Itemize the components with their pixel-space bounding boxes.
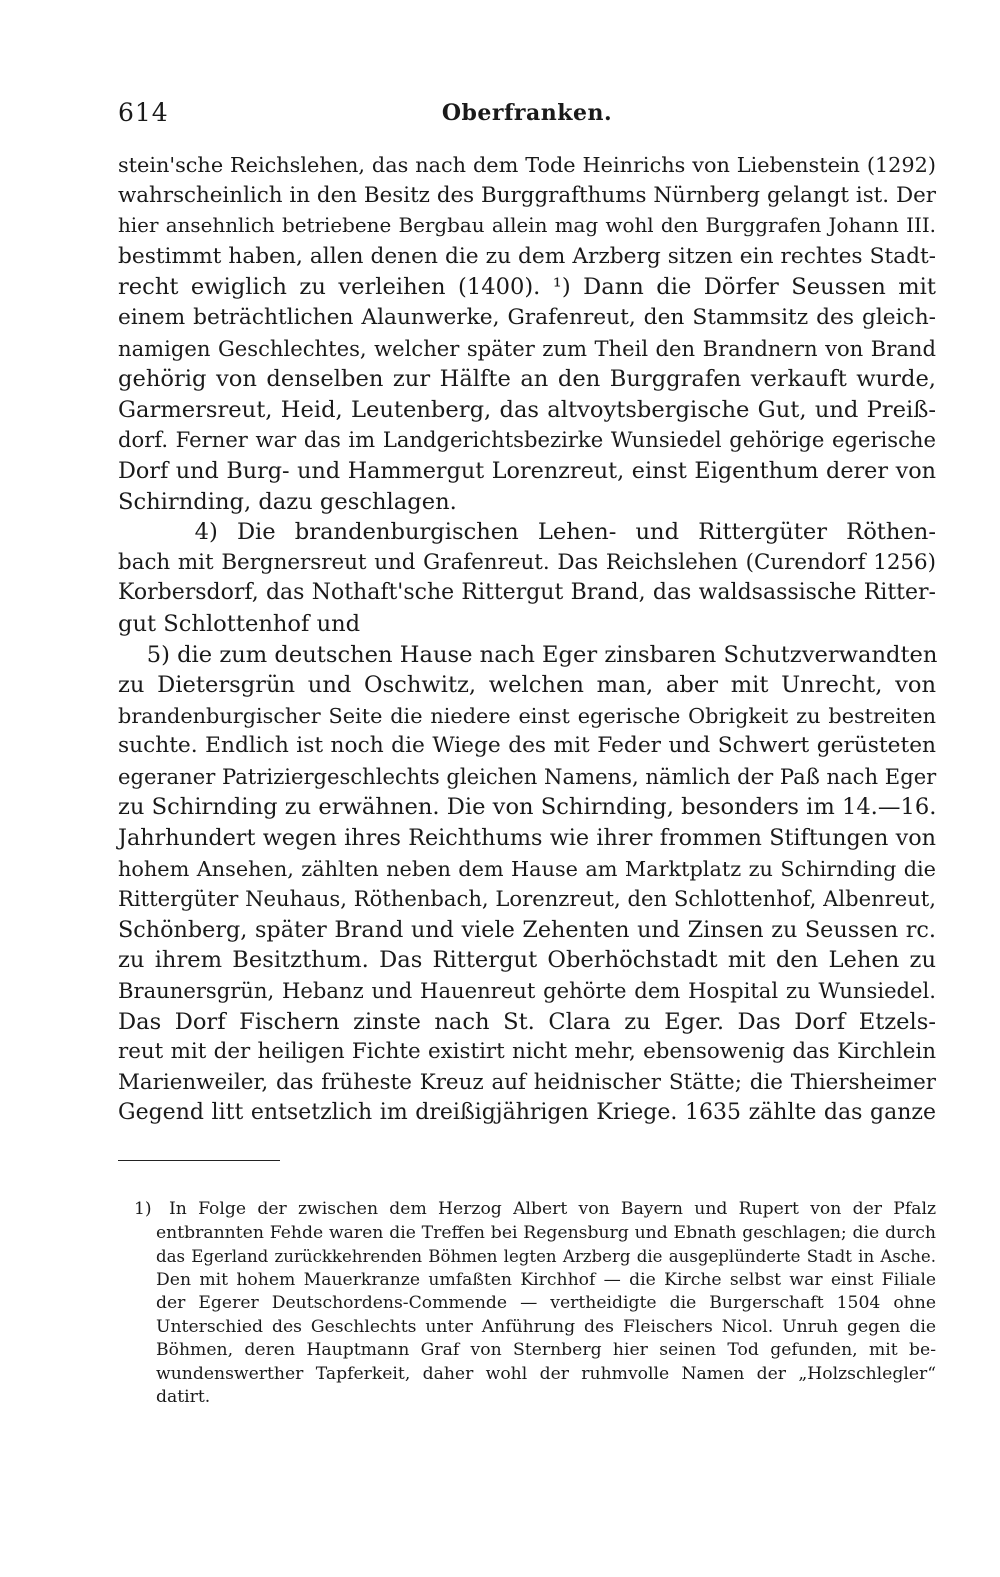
footnote-line: Unterschied des Geschlechts unter Anführung des Fleischers Nicol. Unruh gegen die <box>156 1316 936 1337</box>
footnote-line: der Egerer Deutschordens-Commende — vertheidigte die Burgerschaft 1504 ohne <box>156 1293 936 1313</box>
text-line: Schönberg, später Brand und viele Zehenten und Zinsen zu Seussen rc. <box>118 916 936 943</box>
text-line: gehörig von denselben zur Hälfte an den Burggrafen verkauft wurde, <box>118 366 936 393</box>
text-line: wahrscheinlich in den Besitz des Burggrafthums Nürnberg gelangt ist. Der <box>118 182 936 208</box>
footnote <box>134 1198 936 1410</box>
text-line: bach mit Bergnersreut und Grafenreut. Das Reichslehen (Curendorf 1256) <box>118 549 936 575</box>
footnote-rule <box>118 1160 280 1161</box>
footnote-line: das Egerland zurückkehrenden Böhmen legten Arzberg die ausgeplünderte Stadt in Asche. <box>156 1247 936 1266</box>
footnote-line: Den mit hohem Mauerkranze umfaßten Kirchhof — die Kirche selbst war einst Filiale <box>156 1269 936 1290</box>
footnote-line: datirt. <box>156 1387 211 1407</box>
footnote-line: Böhmen, deren Hauptmann Graf von Sternberg hier seinen Tod gefunden, mit be- <box>156 1340 936 1360</box>
text-line: zu Dietersgrün und Oschwitz, welchen man, aber mit Unrecht, von <box>118 672 936 699</box>
text-line: suchte. Endlich ist noch die Wiege des mit Feder und Schwert gerüsteten <box>118 733 936 759</box>
text-line: 5) die zum deutschen Hause nach Eger zinsbaren Schutzverwandten <box>118 641 938 668</box>
text-line: bestimmt haben, allen denen die zu dem Arzberg sitzen ein rechtes Stadt- <box>118 243 936 269</box>
text-line: Schirnding, dazu geschlagen. <box>118 488 457 515</box>
text-line: Korbersdorf, das Nothaft'sche Rittergut Brand, das waldsassische Ritter- <box>118 580 936 606</box>
text-line: Rittergüter Neuhaus, Röthenbach, Lorenzreut, den Schlottenhof, Albenreut, <box>118 886 936 912</box>
footnote-line <box>134 1198 936 1222</box>
text-line: Gegend litt entsetzlich im dreißigjährigen Kriege. 1635 zählte das ganze <box>118 1100 936 1126</box>
body-text <box>118 150 936 1129</box>
text-line: brandenburgischer Seite die niedere einst egerische Obrigkeit zu bestreiten <box>118 703 936 728</box>
text-line: stein'sche Reichslehen, das nach dem Tode Heinrichs von Liebenstein (1292) <box>118 153 936 177</box>
text-line: Garmersreut, Heid, Leutenberg, das altvoytsbergische Gut, und Preiß- <box>118 396 936 423</box>
text-line: Marienweiler, das früheste Kreuz auf heidnischer Stätte; die Thiersheimer <box>118 1069 936 1095</box>
footnote-text: In Folge der zwischen dem Herzog Albert von Bayern und Rupert von der Pfalz <box>168 1199 937 1219</box>
page-number: 614 <box>118 98 169 127</box>
footnote-marker: 1) <box>134 1199 152 1219</box>
text-line: namigen Geschlechtes, welcher später zum Theil den Brandnern von Brand <box>118 335 936 361</box>
text-line: reut mit der heiligen Fichte existirt nicht mehr, ebensowenig das Kirchlein <box>118 1039 936 1065</box>
footnote-line: entbrannten Fehde waren die Treffen bei Regensburg und Ebnath geschlagen; die durch <box>156 1222 936 1243</box>
text-line: Das Dorf Fischern zinste nach St. Clara zu Eger. Das Dorf Etzels- <box>118 1008 936 1035</box>
text-line: hohem Ansehen, zählten neben dem Hause am Marktplatz zu Schirnding die <box>118 856 936 881</box>
footnote-line: wundenswerther Tapferkeit, daher wohl der ruhmvolle Namen der „Holzschlegler“ <box>156 1363 936 1384</box>
text-line: zu Schirnding zu erwähnen. Die von Schirnding, besonders im 14.—16. <box>118 794 937 821</box>
text-line: egeraner Patriziergeschlechts gleichen Namens, nämlich der Paß nach Eger <box>118 763 937 789</box>
text-line: Braunersgrün, Hebanz und Hauenreut gehörte dem Hospital zu Wunsiedel. <box>118 978 936 1004</box>
text-line: Dorf und Burg- und Hammergut Lorenzreut, einst Eigenthum derer von <box>118 457 936 484</box>
text-line: Jahrhundert wegen ihres Reichthums wie ihrer frommen Stiftungen von <box>118 825 936 852</box>
page-header <box>118 98 936 134</box>
text-line: einem beträchtlichen Alaunwerke, Grafenreut, den Stammsitz des gleich- <box>118 304 936 330</box>
text-line: zu ihrem Besitzthum. Das Rittergut Oberhöchstadt mit den Lehen zu <box>118 947 936 974</box>
text-line: gut Schlottenhof und <box>118 610 361 637</box>
text-line: 4) Die brandenburgischen Lehen- und Rittergüter Röthen- <box>118 519 936 546</box>
text-line: hier ansehnlich betriebene Bergbau allein mag wohl den Burggrafen Johann III. <box>118 214 936 238</box>
text-line: recht ewiglich zu verleihen (1400). ¹) Dann die Dörfer Seussen mit <box>118 274 936 301</box>
text-line: dorf. Ferner war das im Landgerichtsbezirke Wunsiedel gehörige egerische <box>118 427 936 453</box>
running-head: Oberfranken. <box>441 100 613 126</box>
